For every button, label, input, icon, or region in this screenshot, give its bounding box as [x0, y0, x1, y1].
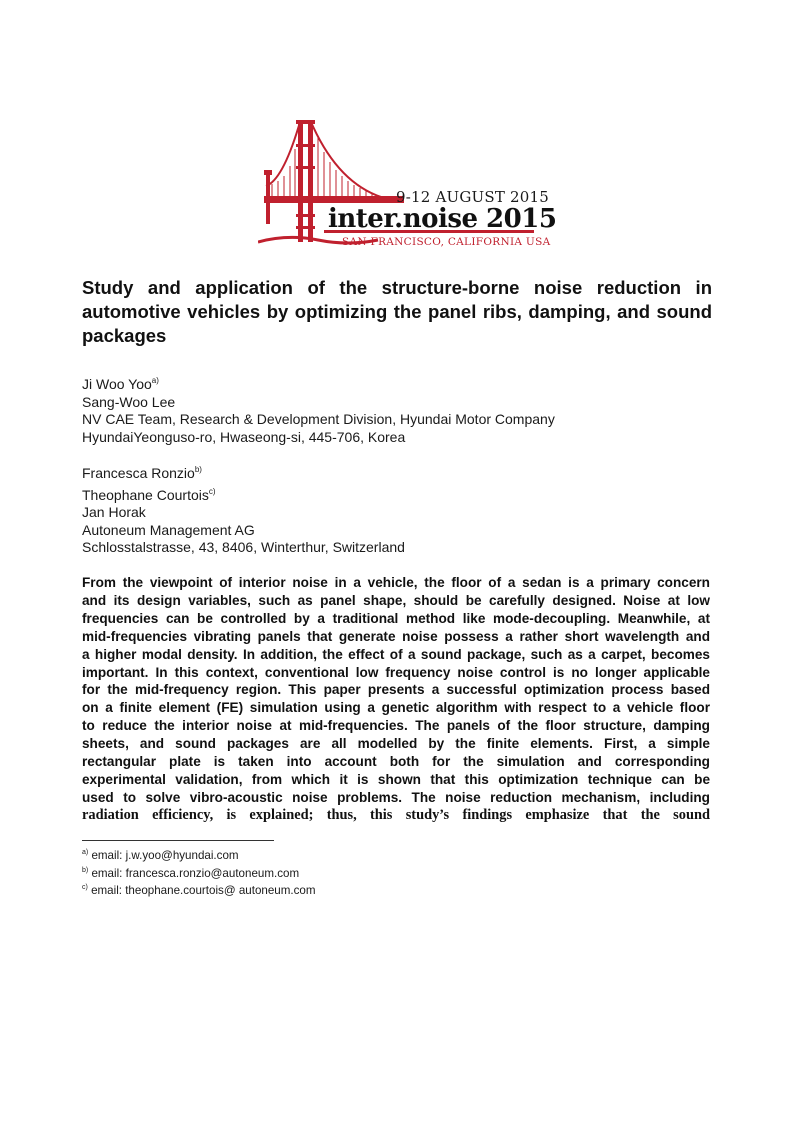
- conference-location: SAN FRANCISCO, CALIFORNIA USA: [342, 236, 551, 248]
- abstract-line: rectangular plate is taken into account both for the simulation and corresponding: [82, 754, 710, 770]
- author-block-hyundai: [82, 372, 555, 446]
- footnote-divider: [82, 840, 274, 841]
- abstract-line: for the mid-frequency region. This paper presents a successful optimization process based: [82, 682, 710, 698]
- author-line: Francesca Ronzio$^{b)}$: [82, 465, 202, 481]
- email-link-courtois[interactable]: email: theophane.courtois@ autoneum.com: [87, 884, 316, 898]
- abstract-line: used to solve vibro-acoustic noise problems. The noise reduction mechanism, including: [82, 789, 710, 805]
- abstract: [82, 574, 710, 825]
- abstract-line: experimental validation, from which it is shown that this optimization technique can be: [82, 771, 710, 787]
- email-link-ronzio[interactable]: email: francesca.ronzio@autoneum.com: [88, 866, 300, 880]
- abstract-line: radiation efficiency, is explained; thus, this study’s findings emphasize that the sound: [82, 806, 710, 823]
- footnote-b: $^{b)}$ email: francesca.ronzio@autoneum.com: [82, 866, 300, 880]
- author-line: Ji Woo Yoo$^{a)}$: [82, 376, 159, 392]
- conference-name: inter.noise 2015: [328, 204, 557, 234]
- abstract-line: frequencies can be controlled by a traditional method like mode-decoupling. Meanwhile, at: [82, 610, 710, 626]
- footnotes: [82, 846, 316, 899]
- author-block-autoneum: [82, 461, 405, 557]
- footnote-a: $^{a)}$ email: j.w.yoo@hyundai.com: [82, 849, 239, 862]
- affiliation-line: Autoneum Management AG: [82, 521, 255, 538]
- abstract-line: mid-frequencies vibrating panels that generate noise possess a rather short wavelength and: [82, 628, 710, 644]
- paper-title: Study and application of the structure-borne noise reduction in automotive vehicles by optimizing the panel ribs, damping, and sound packages: [82, 277, 712, 346]
- email-link-yoo[interactable]: email: j.w.yoo@hyundai.com: [88, 849, 239, 862]
- conference-logo: [258, 114, 557, 254]
- abstract-line: important. In this context, conventional low frequency noise control is no longer applicable: [82, 664, 710, 680]
- affiliation-line: NV CAE Team, Research & Development Division, Hyundai Motor Company: [82, 411, 555, 427]
- conference-date: 9-12 AUGUST 2015: [396, 188, 549, 206]
- footnote-c: $^{c)}$ email: theophane.courtois@ autoneum.com: [82, 884, 316, 898]
- abstract-line: and its design variables, such as panel shape, should be carefully designed. Noise at low: [82, 592, 710, 608]
- address-line: Schlosstalstrasse, 43, 8406, Winterthur, Switzerland: [82, 539, 405, 555]
- author-line: Sang-Woo Lee: [82, 393, 176, 410]
- author-line: Jan Horak: [82, 504, 146, 520]
- abstract-line: sheets, and sound packages are all modelled by the finite elements. First, a simple: [82, 736, 710, 752]
- abstract-line: From the viewpoint of interior noise in a vehicle, the floor of a sedan is a primary concern: [82, 575, 710, 590]
- author-line: Theophane Courtois$^{c)}$: [82, 486, 216, 503]
- address-line: HyundaiYeonguso-ro, Hwaseong-si, 445-706, Korea: [82, 428, 406, 445]
- abstract-line: a higher modal density. In addition, the effect of a sound package, such as a carpet, becomes: [82, 646, 710, 662]
- abstract-line: to reduce the interior noise at mid-frequencies. The panels of the floor structure, damping: [82, 718, 710, 734]
- abstract-line: on a finite element (FE) simulation using a genetic algorithm with respect to a vehicle floor: [82, 700, 710, 716]
